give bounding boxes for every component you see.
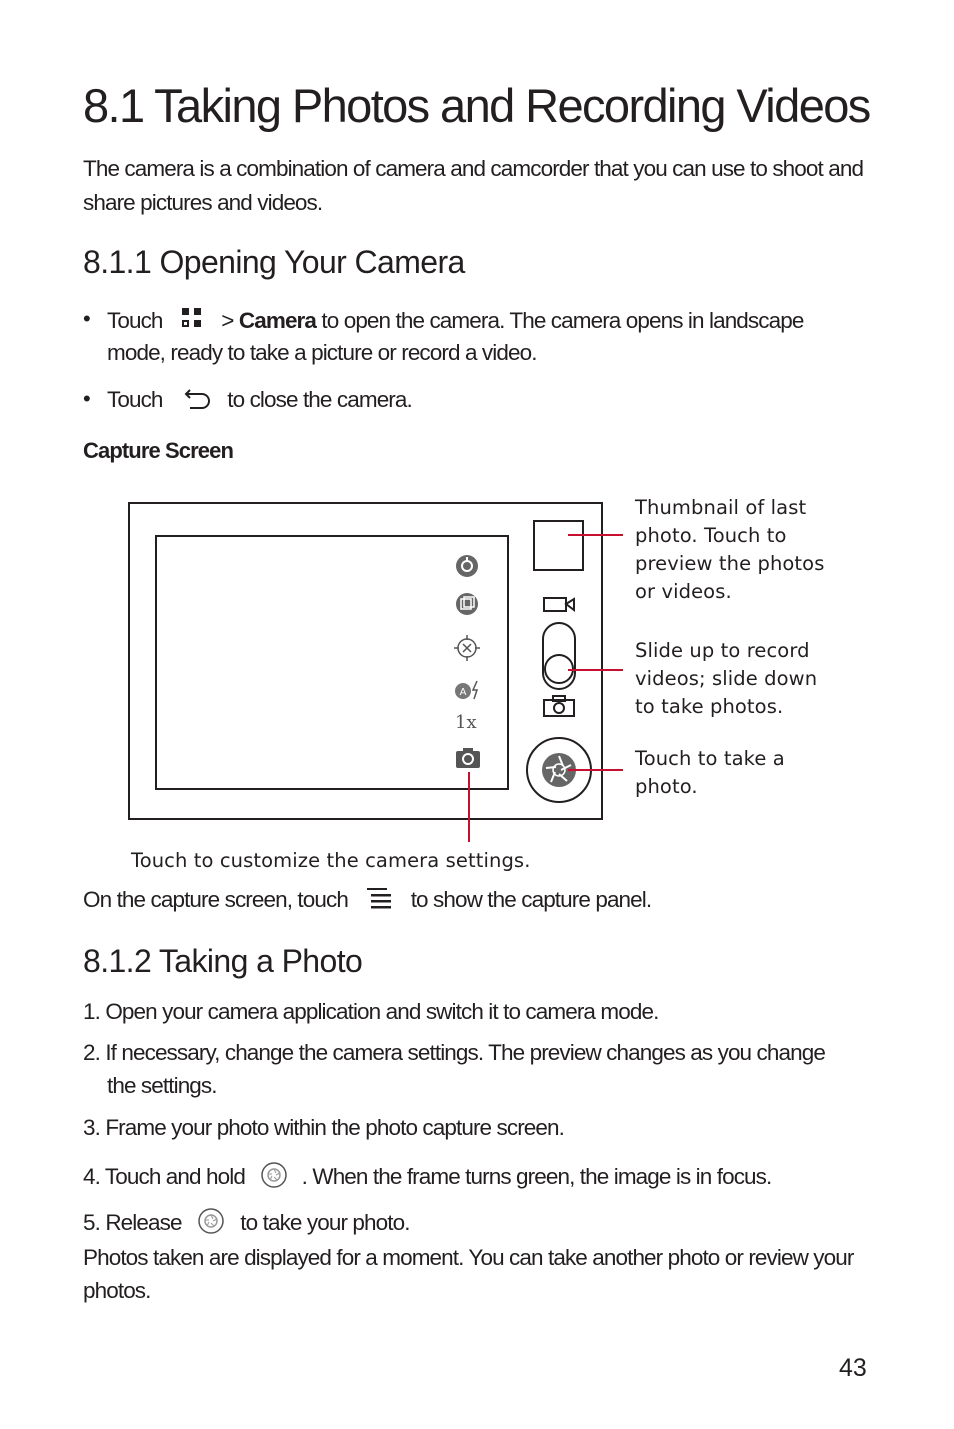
bullet-2-rest: to close the camera. xyxy=(227,386,412,412)
bullet-dot: • xyxy=(83,306,91,331)
section-heading-opening-camera: 8.1.1 Opening Your Camera xyxy=(83,244,465,280)
bullet-1-arrow: > xyxy=(221,307,234,333)
closing-line-1: Photos taken are displayed for a moment. You can take another photo or review your xyxy=(83,1245,854,1270)
capture-panel-after: to show the capture panel. xyxy=(410,886,652,912)
svg-text:A: A xyxy=(459,687,467,698)
bullet-1-rest: to open the camera. The camera opens in landscape xyxy=(321,307,804,333)
callout-line-settings xyxy=(468,772,470,842)
callout-line-slider xyxy=(568,669,623,671)
shutter-button[interactable] xyxy=(525,736,593,809)
step-5-after: to take your photo. xyxy=(240,1209,410,1235)
shutter-small-icon xyxy=(260,1161,288,1195)
page-title: 8.1 Taking Photos and Recording Videos xyxy=(83,79,870,132)
step-4 xyxy=(83,1161,771,1195)
callout-slide: Slide up to record videos; slide down to take photos. xyxy=(635,639,818,718)
intro-line-1: The camera is a combination of camera and camcorder that you can use to shoot and xyxy=(83,156,864,181)
step-4-before: 4. Touch and hold xyxy=(83,1163,245,1189)
thumbnail-preview[interactable] xyxy=(533,520,584,571)
capture-panel-before: On the capture screen, touch xyxy=(83,886,348,912)
settings-icon[interactable] xyxy=(455,554,479,583)
back-icon xyxy=(182,386,212,416)
callout-line-thumbnail xyxy=(568,534,623,536)
bullet-2-touch: Touch xyxy=(107,386,163,412)
step-1: 1. Open your camera application and switch it to camera mode. xyxy=(83,999,659,1024)
page-number: 43 xyxy=(839,1354,867,1382)
section-heading-taking-photo: 8.1.2 Taking a Photo xyxy=(83,943,363,979)
capture-screen-heading: Capture Screen xyxy=(83,438,234,463)
step-4-after: . When the frame turns green, the image is in focus. xyxy=(301,1163,772,1189)
bullet-1-line-2: mode, ready to take a picture or record a video. xyxy=(107,340,537,365)
camera-switch-icon[interactable] xyxy=(455,747,481,774)
bullet-2-line xyxy=(107,386,412,416)
focus-icon[interactable] xyxy=(453,634,481,667)
bullet-1-line-1 xyxy=(107,306,803,338)
zoom-label: 1x xyxy=(455,712,477,733)
step-5 xyxy=(83,1207,410,1241)
step-5-before: 5. Release xyxy=(83,1209,182,1235)
step-3: 3. Frame your photo within the photo capture screen. xyxy=(83,1115,564,1140)
capture-panel-line xyxy=(83,886,651,916)
callout-line-shutter xyxy=(568,769,623,771)
video-icon xyxy=(542,594,576,619)
effects-icon[interactable] xyxy=(455,592,479,621)
intro-line-2: share pictures and videos. xyxy=(83,190,323,215)
flash-icon[interactable] xyxy=(453,679,483,706)
bullet-1-touch: Touch xyxy=(107,307,163,333)
menu-icon xyxy=(365,886,395,916)
bullet-1-camera: Camera xyxy=(238,307,317,333)
apps-grid-icon xyxy=(180,306,206,338)
step-2-line-1: 2. If necessary, change the camera settings. The preview changes as you change xyxy=(83,1040,825,1065)
step-2-line-2: the settings. xyxy=(107,1073,217,1098)
camera-icon xyxy=(542,694,576,723)
callout-thumbnail: Thumbnail of last photo. Touch to preview the photos or videos. xyxy=(635,496,825,603)
callout-shutter: Touch to take a photo. xyxy=(635,747,785,798)
closing-line-2: photos. xyxy=(83,1278,151,1303)
bullet-dot: • xyxy=(83,386,91,411)
shutter-small-icon xyxy=(197,1207,225,1241)
callout-settings: Touch to customize the camera settings. xyxy=(131,849,531,872)
